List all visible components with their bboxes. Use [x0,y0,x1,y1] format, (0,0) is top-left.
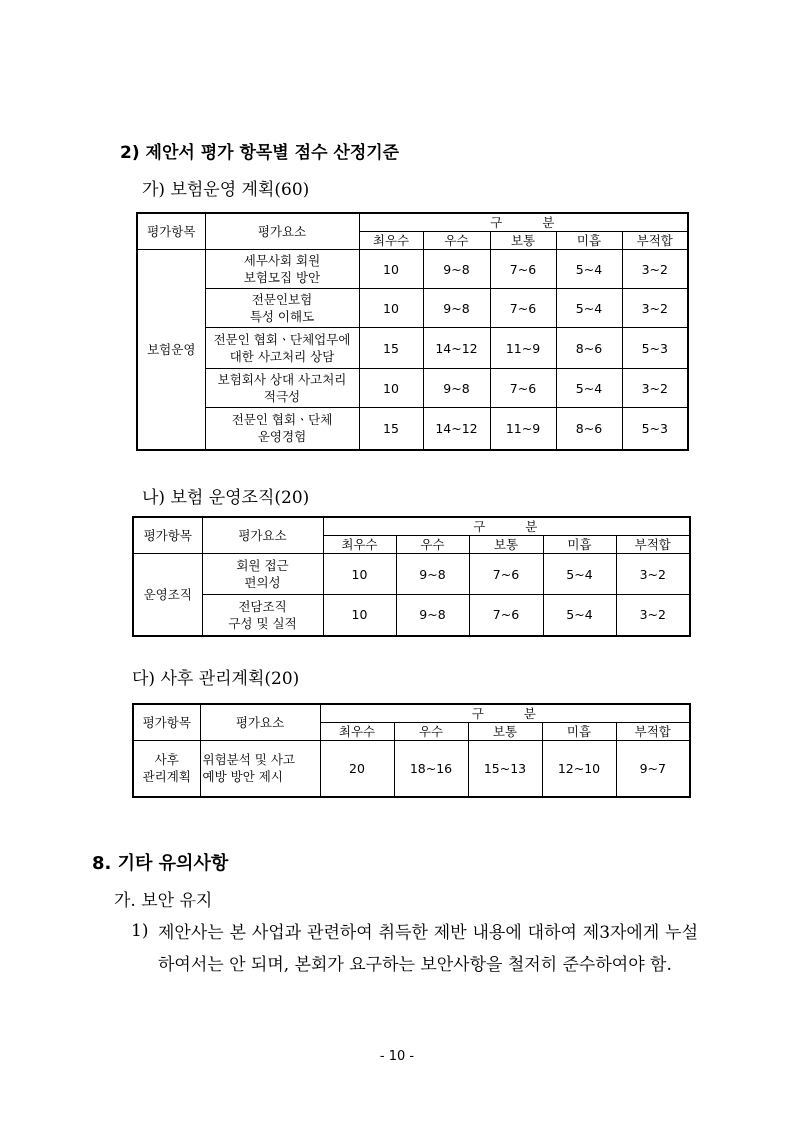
section-8-title: 8. 기타 유의사항 [92,853,229,874]
group-label: 보험운영 [137,250,205,450]
score-cell: 8~6 [556,328,622,369]
score-cell: 5~4 [543,554,616,595]
section-title: 2) 제안서 평가 항목별 점수 산정기준 [120,143,400,163]
header-grade: 최우수 [359,232,423,250]
table-row [137,289,688,328]
paragraph-number: 1) [131,921,149,941]
table-b [132,516,691,637]
score-cell: 15 [359,328,423,369]
header-grade: 최우수 [320,723,394,741]
header-grade: 보통 [469,536,543,554]
score-cell: 10 [359,250,423,289]
score-cell: 7~6 [490,369,556,408]
page-number: - 10 - [379,1049,415,1064]
header-element: 평가요소 [202,517,323,554]
score-cell: 11~9 [490,408,556,450]
header-grade: 미흡 [542,723,616,741]
score-cell: 12~10 [542,741,616,797]
table-row [133,554,690,595]
header-grade: 우수 [396,536,469,554]
header-grade: 미흡 [556,232,622,250]
header-item: 평가항목 [133,704,200,741]
header-grade: 우수 [423,232,490,250]
table-c-caption: 다) 사후 관리계획(20) [132,669,300,689]
score-cell: 7~6 [490,250,556,289]
header-element: 평가요소 [200,704,320,741]
score-cell: 9~8 [396,595,469,636]
header-item: 평가항목 [137,213,205,250]
header-division: 구 분 [320,704,690,723]
score-cell: 9~8 [396,554,469,595]
score-cell: 10 [323,554,396,595]
group-label: 운영조직 [133,554,202,636]
score-cell: 15~13 [468,741,542,797]
header-grade: 우수 [394,723,468,741]
header-element: 평가요소 [205,213,359,250]
element-cell: 세무사회 회원 보험모집 방안 [205,250,359,289]
element-cell: 전문인보험 특성 이해도 [205,289,359,328]
header-grade: 부적합 [622,232,688,250]
score-cell: 5~4 [556,250,622,289]
header-grade: 부적합 [616,536,690,554]
header-division: 구 분 [359,213,688,232]
score-cell: 11~9 [490,328,556,369]
table-row [133,741,690,797]
score-cell: 3~2 [616,595,690,636]
score-cell: 3~2 [622,250,688,289]
score-cell: 18~16 [394,741,468,797]
score-cell: 9~8 [423,369,490,408]
score-cell: 14~12 [423,328,490,369]
header-grade: 최우수 [323,536,396,554]
table-a [136,212,689,451]
table-c [132,703,691,798]
score-cell: 7~6 [490,289,556,328]
header-grade: 보통 [468,723,542,741]
subsection-title: 가. 보안 유지 [114,891,213,911]
score-cell: 10 [359,369,423,408]
table-row [133,595,690,636]
header-item: 평가항목 [133,517,202,554]
header-division: 구 분 [323,517,690,536]
score-cell: 5~4 [556,289,622,328]
score-cell: 14~12 [423,408,490,450]
score-cell: 8~6 [556,408,622,450]
table-b-caption: 나) 보험 운영조직(20) [142,488,310,508]
element-cell: 전문인 협회ㆍ단체업무에 대한 사고처리 상담 [205,328,359,369]
score-cell: 5~3 [622,328,688,369]
element-cell: 회원 접근 편의성 [202,554,323,595]
paragraph-text: 제안사는 본 사업과 관련하여 취득한 제반 내용에 대하여 제3자에게 누설하여서는 안 되며, 본회가 요구하는 보안사항을 철저히 준수하여야 함. [158,923,698,975]
score-cell: 7~6 [469,554,543,595]
score-cell: 7~6 [469,595,543,636]
score-cell: 9~8 [423,289,490,328]
score-cell: 10 [323,595,396,636]
score-cell: 5~4 [556,369,622,408]
element-cell: 위험분석 및 사고 예방 방안 제시 [200,741,320,797]
group-label: 사후 관리계획 [133,741,200,797]
table-row [137,369,688,408]
table-row [137,408,688,450]
header-grade: 보통 [490,232,556,250]
score-cell: 5~4 [543,595,616,636]
score-cell: 9~7 [616,741,690,797]
element-cell: 전문인 협회ㆍ단체 운영경험 [205,408,359,450]
score-cell: 9~8 [423,250,490,289]
score-cell: 20 [320,741,394,797]
element-cell: 보험회사 상대 사고처리 적극성 [205,369,359,408]
table-a-caption: 가) 보험운영 계획(60) [142,180,310,200]
header-grade: 부적합 [616,723,690,741]
table-row [137,250,688,289]
score-cell: 3~2 [622,369,688,408]
element-cell: 전담조직 구성 및 실적 [202,595,323,636]
score-cell: 5~3 [622,408,688,450]
score-cell: 3~2 [616,554,690,595]
score-cell: 10 [359,289,423,328]
header-grade: 미흡 [543,536,616,554]
score-cell: 15 [359,408,423,450]
score-cell: 3~2 [622,289,688,328]
table-row [137,328,688,369]
